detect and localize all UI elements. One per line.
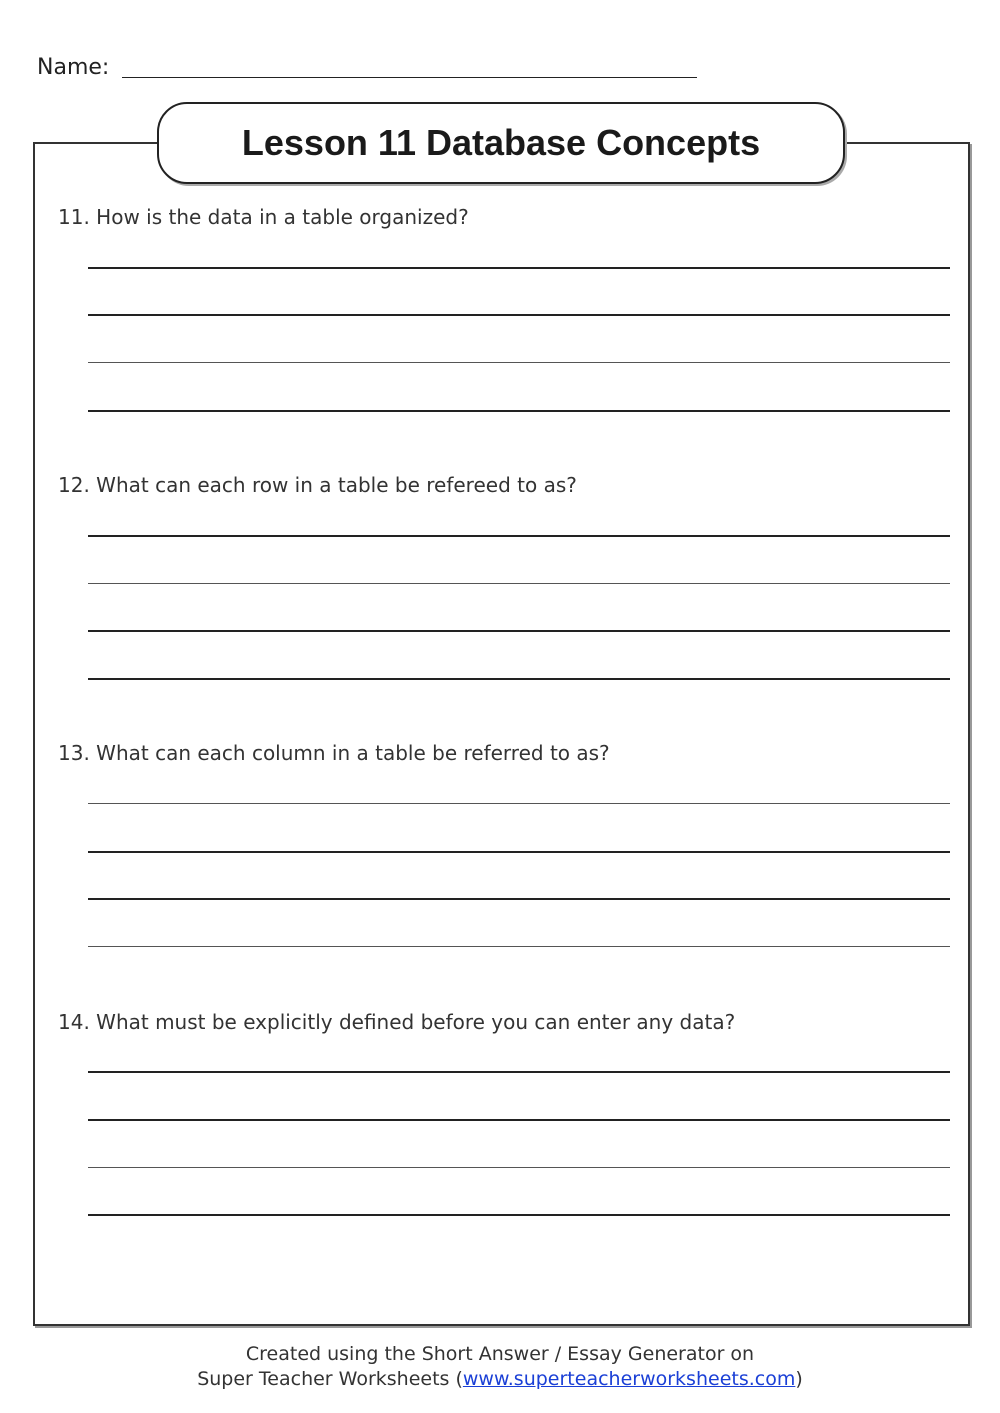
- answer-line[interactable]: [88, 362, 950, 363]
- footer-line-2: [0, 1367, 1000, 1392]
- answer-line[interactable]: [88, 410, 950, 412]
- answer-line[interactable]: [88, 267, 950, 269]
- footer-prefix: Super Teacher Worksheets (: [197, 1368, 463, 1390]
- footer-link[interactable]: www.superteacherworksheets.com: [462, 1368, 796, 1390]
- answer-line[interactable]: [88, 1214, 950, 1216]
- title-banner: [157, 102, 845, 184]
- worksheet-title: Lesson 11 Database Concepts: [241, 122, 761, 163]
- answer-line[interactable]: [88, 583, 950, 584]
- question-14: 14. What must be explicitly defined before you can enter any data?: [58, 1010, 736, 1034]
- question-12: 12. What can each row in a table be refereed to as?: [58, 473, 577, 497]
- question-11: 11. How is the data in a table organized?: [58, 205, 469, 229]
- answer-line[interactable]: [88, 630, 950, 632]
- answer-line[interactable]: [88, 678, 950, 680]
- footer-suffix: ): [795, 1368, 803, 1390]
- name-label: Name:: [37, 55, 110, 80]
- question-13: 13. What can each column in a table be referred to as?: [58, 741, 610, 765]
- answer-line[interactable]: [88, 1119, 950, 1121]
- worksheet-frame: [33, 142, 970, 1326]
- answer-line[interactable]: [88, 1071, 950, 1073]
- answer-line[interactable]: [88, 1167, 950, 1168]
- answer-line[interactable]: [88, 898, 950, 900]
- name-field-line[interactable]: [122, 77, 697, 78]
- answer-line[interactable]: [88, 314, 950, 316]
- footer: [0, 1342, 1000, 1392]
- answer-line[interactable]: [88, 946, 950, 947]
- answer-line[interactable]: [88, 803, 950, 804]
- footer-line-1: Created using the Short Answer / Essay Generator on: [245, 1343, 755, 1365]
- answer-line[interactable]: [88, 851, 950, 853]
- answer-line[interactable]: [88, 535, 950, 537]
